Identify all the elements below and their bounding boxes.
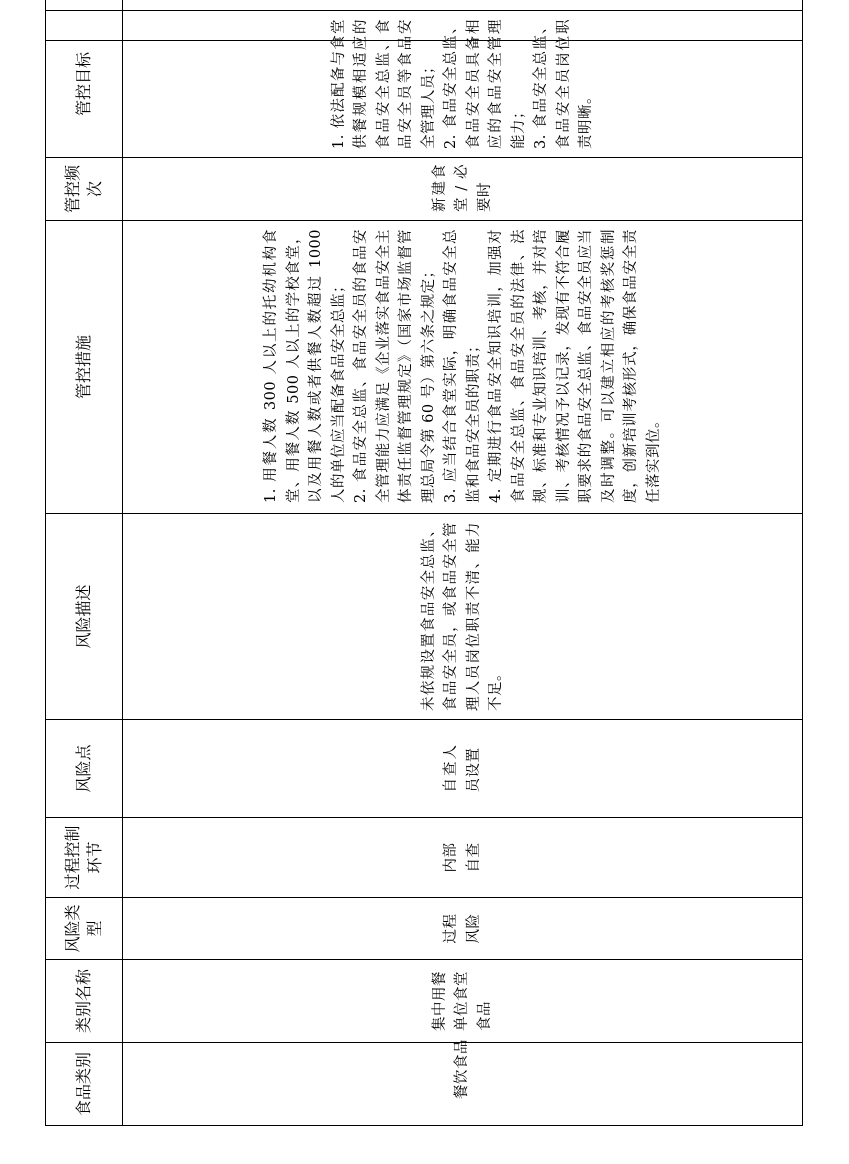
- cell-control-measures: [123, 221, 803, 514]
- cell-food-category: [123, 1039, 803, 1126]
- risk-control-table: [45, 19, 803, 1126]
- control-frequency-value: 新建食堂/必要时: [431, 164, 493, 212]
- header-process-step: 过程控制环节: [46, 818, 123, 898]
- cell-risk-type: [123, 898, 803, 960]
- measure-item: 1. 用餐人数 300 人以上的托幼机构食堂、用餐人数 500 人以上的学校食堂，以及用餐人数或者供餐人数超过 1000 人的单位应当配备食品安全总监；: [263, 229, 347, 503]
- cell-process-step: [123, 818, 803, 898]
- table-row: [123, 0, 803, 1126]
- food-category-value: 餐饮食品: [454, 1039, 471, 1099]
- category-name-value: 集中用餐单位食堂食品: [431, 971, 493, 1031]
- header-control-frequency: 管控频次: [46, 158, 123, 221]
- risk-description-value: 未依规设置食品安全总监、食品安全员，或食品安全管理人员岗位职责不清、能力不足。: [420, 522, 504, 711]
- target-item: 1. 依法配备与食堂供餐规模相适应的食品安全总监、食品安全员等食品安全管理人员；: [330, 19, 437, 149]
- cell-responsible-person: [123, 0, 803, 11]
- measure-item: 2. 食品安全总监、食品安全员的食品安全管理能力应满足《企业落实食品安全主体责任监督管理规定》（国家市场监督管理总局令第 60 号）第六条之规定；: [353, 229, 437, 503]
- header-control-measures: 管控措施: [46, 221, 123, 514]
- header-control-target: 管控目标: [46, 11, 123, 158]
- cell-control-frequency: [123, 158, 803, 221]
- target-item: 2. 食品安全总监、食品安全员具备相应的食品安全管理能力；: [443, 19, 527, 149]
- header-responsible-person: [46, 0, 123, 11]
- header-risk-description: 风险描述: [46, 514, 123, 720]
- header-food-category: 食品类别: [46, 1043, 123, 1126]
- cell-risk-point: [123, 720, 803, 818]
- measure-item: 3. 应当结合食堂实际，明确食品安全总监和食品安全员的职责；: [443, 229, 482, 503]
- header-row: [46, 0, 123, 1126]
- risk-point-value: 自查人员设置: [443, 744, 482, 793]
- cell-control-target: [123, 11, 803, 158]
- measure-item: 4. 定期进行食品安全知识培训，加强对食品安全总监、食品安全员的法律、法规、标准和专业知识培训、考核，并对培训、考核情况予以记录，发现有不符合履职要求的食品安全总监、食品安全员应当及时调整。可以建立相应的考核奖惩制度，创新培训考核形式，确保食品安全责任落实到位。: [488, 229, 662, 503]
- target-item: 3. 食品安全总监、食品安全员岗位职责明晰。: [533, 19, 594, 149]
- cell-risk-description: [123, 514, 803, 720]
- header-risk-point: 风险点: [46, 720, 123, 818]
- cell-category-name: [123, 960, 803, 1043]
- header-risk-type: 风险类型: [46, 898, 123, 960]
- header-category-name: 类别名称: [46, 960, 123, 1043]
- risk-type-value: 过程风险: [443, 913, 482, 944]
- process-step-value: 内部自查: [443, 842, 482, 873]
